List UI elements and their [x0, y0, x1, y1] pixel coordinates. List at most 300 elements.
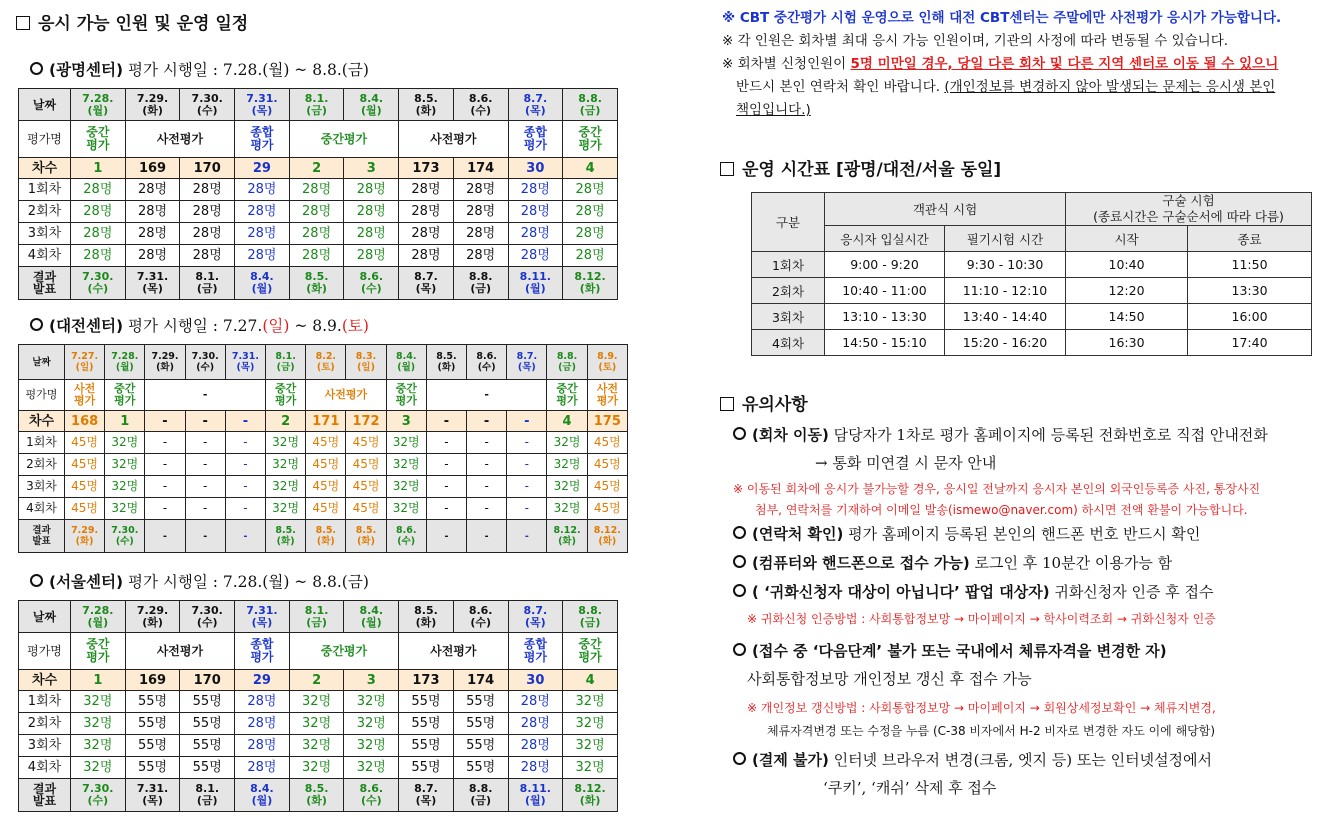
round-cell: 4 — [563, 670, 618, 691]
date-cell: 7.30. (수) — [180, 89, 235, 121]
session-row — [19, 245, 618, 267]
result-cell: 8.8. (금) — [453, 267, 508, 300]
date-cell: 8.5. (화) — [399, 601, 454, 633]
date-cell: 7.31. (목) — [225, 345, 265, 380]
capacity-cell: 28명 — [235, 757, 290, 779]
capacity-cell: 45명 — [587, 476, 627, 498]
date-cell: 7.28. (월) — [105, 345, 145, 380]
center-period: 평가 시행일 : 7.27. — [128, 317, 263, 335]
round-cell: - — [185, 411, 225, 432]
capacity-cell: 32명 — [344, 757, 399, 779]
result-cell: 8.11. (월) — [508, 779, 563, 812]
date-cell: 8.7. (목) — [508, 601, 563, 633]
type-cell: 중간 평가 — [266, 380, 306, 411]
date-cell: 7.31. (목) — [235, 601, 290, 633]
round-cell: 1 — [71, 158, 126, 179]
result-cell: 8.7. (목) — [399, 267, 454, 300]
note-cbt: ※ CBT 중간평가 시험 운영으로 인해 대전 CBT센터는 주말에만 사전평가 응시가 가능합니다. — [722, 10, 1282, 26]
circle-bullet-icon — [30, 62, 43, 75]
round-cell: - — [225, 411, 265, 432]
session-label: 2회차 — [19, 201, 71, 223]
cautions-title-text: 유의사항 — [742, 395, 808, 415]
round-cell: 173 — [399, 158, 454, 179]
capacity-cell: 32명 — [71, 713, 126, 735]
result-cell: 8.5. (화) — [346, 520, 386, 553]
type-cell: 종합 평가 — [508, 121, 563, 158]
capacity-cell: 45명 — [306, 454, 346, 476]
result-cell: 8.12. (화) — [547, 520, 587, 553]
capacity-cell: 28명 — [125, 179, 180, 201]
result-cell: - — [467, 520, 507, 553]
session-row — [19, 201, 618, 223]
period-end: ~ 8.9. — [289, 317, 342, 335]
section-title-text: 응시 가능 인원 및 운영 일정 — [38, 14, 249, 34]
round-cell: 3 — [386, 411, 426, 432]
cell: 12:20 — [1066, 278, 1188, 304]
capacity-cell: 28명 — [235, 713, 290, 735]
circle-bullet-icon — [733, 643, 746, 656]
round-cell: - — [467, 411, 507, 432]
cell: 16:00 — [1188, 304, 1312, 330]
type-cell: 사전평가 — [125, 121, 234, 158]
capacity-cell: 45명 — [306, 432, 346, 454]
result-cell: 8.5. (화) — [289, 267, 344, 300]
capacity-cell: 28명 — [508, 223, 563, 245]
circle-bullet-icon — [733, 584, 746, 597]
note-move-warning: 5명 미만일 경우, 당일 다른 회차 및 다른 지역 센터로 이동 될 수 있으니 — [850, 56, 1279, 72]
capacity-cell: 32명 — [386, 432, 426, 454]
type-cell: 사전 평가 — [587, 380, 627, 411]
capacity-cell: 32명 — [105, 498, 145, 520]
capacity-cell: 55명 — [125, 735, 180, 757]
type-cell: 중간 평가 — [547, 380, 587, 411]
capacity-cell: 28명 — [508, 735, 563, 757]
capacity-cell: 45명 — [346, 476, 386, 498]
th-written: 필기시험 시간 — [945, 226, 1066, 252]
capacity-cell: 28명 — [235, 201, 290, 223]
capacity-cell: 28명 — [563, 201, 618, 223]
daejeon-heading — [30, 314, 369, 336]
date-cell: 7.28. (월) — [71, 89, 126, 121]
date-cell: 8.3. (일) — [346, 345, 386, 380]
capacity-cell: 28명 — [71, 223, 126, 245]
capacity-cell: - — [426, 498, 466, 520]
capacity-cell: 32명 — [386, 498, 426, 520]
capacity-cell: 32명 — [386, 454, 426, 476]
result-cell: 8.1. (금) — [180, 779, 235, 812]
caution-nextstep-title: (접수 중 ‘다음단계’ 불가 또는 국내에서 체류자격을 변경한 자) — [752, 642, 1167, 660]
result-cell: 8.1. (금) — [180, 267, 235, 300]
round-row — [19, 670, 618, 691]
round-cell: 4 — [547, 411, 587, 432]
capacity-cell: 55명 — [125, 713, 180, 735]
timetable-title — [720, 155, 1001, 180]
round-cell: 172 — [346, 411, 386, 432]
session-label: 2회차 — [19, 713, 71, 735]
result-cell: 8.6. (수) — [344, 267, 399, 300]
capacity-cell: 32명 — [71, 757, 126, 779]
circle-bullet-icon — [733, 427, 746, 440]
caution-move-text: 담당자가 1차로 평가 홈페이지에 등록된 전화번호로 직접 안내전화 — [828, 426, 1268, 444]
date-cell: 7.31. (목) — [235, 89, 290, 121]
capacity-cell: 28명 — [289, 201, 344, 223]
type-cell: 중간 평가 — [386, 380, 426, 411]
date-cell: 8.4. (월) — [344, 89, 399, 121]
session-label: 4회차 — [19, 757, 71, 779]
gwangmyeong-table — [18, 88, 618, 300]
result-cell: 8.12. (화) — [563, 779, 618, 812]
capacity-cell: 28명 — [71, 245, 126, 267]
result-cell: 7.30. (수) — [71, 779, 126, 812]
timetable-row — [752, 304, 1312, 330]
round-cell: 3 — [344, 158, 399, 179]
session-row — [19, 432, 628, 454]
round-cell: 2 — [289, 670, 344, 691]
note-move-c: 반드시 본인 연락처 확인 바랍니다. — [736, 79, 945, 95]
capacity-cell: 28명 — [399, 245, 454, 267]
round-cell: 168 — [65, 411, 105, 432]
session-label: 3회차 — [19, 476, 65, 498]
round-cell: 170 — [180, 670, 235, 691]
capacity-cell: 32명 — [266, 498, 306, 520]
capacity-cell: 32명 — [71, 735, 126, 757]
capacity-cell: 28명 — [235, 735, 290, 757]
round-cell: 3 — [344, 670, 399, 691]
capacity-cell: 28명 — [125, 245, 180, 267]
result-cell: - — [426, 520, 466, 553]
result-cell: 7.30. (수) — [105, 520, 145, 553]
center-name: (대전센터) — [49, 317, 124, 335]
capacity-cell: - — [507, 476, 547, 498]
capacity-cell: - — [467, 454, 507, 476]
type-row — [19, 121, 618, 158]
caution-payment-title: (결제 불가) — [752, 751, 829, 769]
capacity-cell: 32명 — [563, 735, 618, 757]
capacity-cell: 55명 — [125, 757, 180, 779]
date-cell: 7.27. (일) — [65, 345, 105, 380]
round-cell: 173 — [399, 670, 454, 691]
timetable-title-text: 운영 시간표 [광명/대전/서울 동일] — [742, 160, 1002, 180]
capacity-cell: 32명 — [105, 476, 145, 498]
capacity-cell: 55명 — [399, 713, 454, 735]
capacity-cell: 55명 — [180, 713, 235, 735]
capacity-cell: 28명 — [71, 179, 126, 201]
cell: 4회차 — [752, 330, 825, 356]
cell: 17:40 — [1188, 330, 1312, 356]
circle-bullet-icon — [30, 574, 43, 587]
capacity-cell: 28명 — [180, 245, 235, 267]
notes — [722, 7, 1322, 122]
capacity-cell: 45명 — [346, 454, 386, 476]
result-cell: - — [225, 520, 265, 553]
note-move-d: (개인정보를 변경하지 않아 발생되는 문제는 응시생 본인 — [944, 79, 1276, 95]
capacity-cell: - — [507, 454, 547, 476]
capacity-cell: - — [145, 476, 185, 498]
period-day-start: (일) — [262, 317, 290, 335]
circle-bullet-icon — [30, 318, 43, 331]
capacity-cell: 28명 — [508, 201, 563, 223]
result-cell: 8.8. (금) — [453, 779, 508, 812]
caution-contact-text: 평가 홈페이지 등록된 본인의 핸드폰 번호 반드시 확인 — [843, 525, 1201, 543]
result-cell: 8.7. (목) — [399, 779, 454, 812]
capacity-cell: - — [467, 476, 507, 498]
capacity-cell: 28명 — [508, 179, 563, 201]
type-label: 평가명 — [19, 633, 71, 670]
capacity-cell: 55명 — [453, 713, 508, 735]
capacity-cell: 32명 — [563, 691, 618, 713]
cell: 9:00 - 9:20 — [825, 252, 945, 278]
date-cell: 8.6. (수) — [467, 345, 507, 380]
square-bullet-icon — [720, 162, 734, 176]
type-cell: 사전평가 — [125, 633, 234, 670]
session-row — [19, 757, 618, 779]
round-cell: 2 — [266, 411, 306, 432]
type-cell: 중간평가 — [289, 633, 398, 670]
session-label: 3회차 — [19, 735, 71, 757]
date-cell: 8.2. (토) — [306, 345, 346, 380]
type-cell: 중간 평가 — [563, 121, 618, 158]
capacity-cell: 55명 — [399, 691, 454, 713]
th-oral-note: (종료시간은 구술순서에 따라 다름) — [1093, 209, 1284, 224]
capacity-cell: 28명 — [235, 691, 290, 713]
type-row — [19, 633, 618, 670]
capacity-cell: - — [507, 498, 547, 520]
date-label: 날짜 — [19, 601, 71, 633]
round-cell: 174 — [453, 670, 508, 691]
type-cell: 중간 평가 — [105, 380, 145, 411]
th-oral — [1066, 193, 1312, 226]
capacity-cell: 45명 — [346, 498, 386, 520]
round-cell: 30 — [508, 158, 563, 179]
round-cell: 170 — [180, 158, 235, 179]
type-cell: 중간 평가 — [71, 121, 126, 158]
caution-refund-1: ※ 이동된 회차에 응시가 불가능할 경우, 응시일 전날까지 응시자 본인의 외국인등록증 사진, 통장사진 — [733, 482, 1261, 496]
session-row — [19, 498, 628, 520]
daejeon-table — [18, 344, 628, 553]
session-row — [19, 223, 618, 245]
session-row — [19, 476, 628, 498]
date-cell: 7.30. (수) — [185, 345, 225, 380]
type-cell: 중간 평가 — [563, 633, 618, 670]
capacity-cell: - — [467, 432, 507, 454]
session-label: 1회차 — [19, 179, 71, 201]
caution-refund-2: 첨부, 연락처를 기재하여 이메일 발송(ismewo@naver.com) 하시면 전액 환불이 가능합니다. — [755, 503, 1248, 517]
cell: 13:40 - 14:40 — [945, 304, 1066, 330]
round-cell: 29 — [235, 670, 290, 691]
period-day-end: (토) — [341, 317, 369, 335]
date-cell: 8.1. (금) — [289, 601, 344, 633]
date-cell: 8.1. (금) — [289, 89, 344, 121]
result-cell: - — [507, 520, 547, 553]
capacity-cell: 28명 — [344, 223, 399, 245]
capacity-cell: 32명 — [344, 713, 399, 735]
round-cell: 171 — [306, 411, 346, 432]
capacity-cell: 32명 — [563, 713, 618, 735]
capacity-cell: 45명 — [587, 454, 627, 476]
date-cell: 8.4. (월) — [344, 601, 399, 633]
capacity-cell: 45명 — [306, 498, 346, 520]
capacity-cell: 28명 — [125, 201, 180, 223]
capacity-cell: 45명 — [65, 498, 105, 520]
capacity-cell: - — [185, 498, 225, 520]
capacity-cell: 28명 — [71, 201, 126, 223]
type-label: 평가명 — [19, 121, 71, 158]
capacity-cell: 28명 — [180, 201, 235, 223]
capacity-cell: 28명 — [563, 179, 618, 201]
caution-update-2: 체류자격변경 또는 수정을 누름 (C-38 비자에서 H-2 비자로 변경한 자도 이에 해당함) — [767, 724, 1216, 738]
capacity-cell: 28명 — [399, 201, 454, 223]
date-cell: 7.28. (월) — [71, 601, 126, 633]
capacity-cell: 45명 — [587, 432, 627, 454]
date-cell: 8.4. (월) — [386, 345, 426, 380]
result-cell: - — [185, 520, 225, 553]
capacity-cell: - — [426, 432, 466, 454]
round-cell: 29 — [235, 158, 290, 179]
session-row — [19, 454, 628, 476]
date-row — [19, 89, 618, 121]
capacity-cell: 32명 — [105, 454, 145, 476]
capacity-cell: 28명 — [180, 179, 235, 201]
type-cell: 사전평가 — [399, 633, 508, 670]
date-cell: 8.6. (수) — [453, 89, 508, 121]
capacity-cell: 45명 — [346, 432, 386, 454]
date-cell: 8.7. (목) — [507, 345, 547, 380]
cell: 3회차 — [752, 304, 825, 330]
capacity-cell: 45명 — [65, 476, 105, 498]
capacity-cell: - — [426, 476, 466, 498]
round-cell: 30 — [508, 670, 563, 691]
capacity-cell: 45명 — [306, 476, 346, 498]
cell: 13:10 - 13:30 — [825, 304, 945, 330]
capacity-cell: 32명 — [266, 432, 306, 454]
cell: 14:50 — [1066, 304, 1188, 330]
date-cell: 8.8. (금) — [563, 601, 618, 633]
capacity-cell: 55명 — [125, 691, 180, 713]
cell: 2회차 — [752, 278, 825, 304]
session-label: 4회차 — [19, 245, 71, 267]
caution-update-1: ※ 개인정보 갱신방법 : 사회통합정보망 → 마이페이지 → 회원상세정보확인 → 체류지변경, — [747, 701, 1216, 715]
round-cell: 169 — [125, 670, 180, 691]
capacity-cell: 28명 — [235, 245, 290, 267]
date-cell: 8.5. (화) — [426, 345, 466, 380]
capacity-cell: 32명 — [289, 691, 344, 713]
cell: 13:30 — [1188, 278, 1312, 304]
caution-device-text: 로그인 후 10분간 이용가능 함 — [969, 554, 1173, 572]
capacity-cell: - — [145, 432, 185, 454]
date-cell: 8.5. (화) — [399, 89, 454, 121]
section-title — [16, 9, 248, 34]
capacity-cell: 28명 — [508, 691, 563, 713]
capacity-cell: - — [185, 432, 225, 454]
capacity-cell: 28명 — [399, 223, 454, 245]
result-cell: 7.29. (화) — [65, 520, 105, 553]
capacity-cell: 28명 — [344, 201, 399, 223]
capacity-cell: 28명 — [453, 179, 508, 201]
date-row — [19, 345, 628, 380]
session-row — [19, 735, 618, 757]
session-label: 2회차 — [19, 454, 65, 476]
result-cell: 8.5. (화) — [306, 520, 346, 553]
capacity-cell: 32명 — [386, 476, 426, 498]
timetable-table — [751, 192, 1312, 356]
capacity-cell: 28명 — [289, 223, 344, 245]
capacity-cell: 32명 — [547, 454, 587, 476]
caution-contact-title: (연락처 확인) — [752, 525, 844, 543]
capacity-cell: 28명 — [453, 245, 508, 267]
result-cell: 7.31. (목) — [125, 779, 180, 812]
capacity-cell: 28명 — [453, 223, 508, 245]
capacity-cell: - — [225, 454, 265, 476]
type-row — [19, 380, 628, 411]
result-cell: 8.12. (화) — [587, 520, 627, 553]
center-period: 평가 시행일 : 7.28.(월) ~ 8.8.(금) — [128, 61, 369, 79]
date-cell: 7.30. (수) — [180, 601, 235, 633]
square-bullet-icon — [720, 397, 734, 411]
session-label: 4회차 — [19, 498, 65, 520]
capacity-cell: 32명 — [344, 735, 399, 757]
capacity-cell: - — [185, 476, 225, 498]
type-cell: 중간평가 — [289, 121, 398, 158]
th-end: 종료 — [1188, 226, 1312, 252]
capacity-cell: 28명 — [289, 245, 344, 267]
circle-bullet-icon — [733, 752, 746, 765]
result-cell: 7.31. (목) — [125, 267, 180, 300]
result-cell: 8.4. (월) — [235, 267, 290, 300]
round-cell: - — [145, 411, 185, 432]
type-cell: 종합 평가 — [235, 121, 290, 158]
capacity-cell: 55명 — [180, 757, 235, 779]
capacity-cell: 32명 — [105, 432, 145, 454]
cell: 9:30 - 10:30 — [945, 252, 1066, 278]
capacity-cell: - — [145, 498, 185, 520]
th-objective: 객관식 시험 — [825, 193, 1066, 226]
date-row — [19, 601, 618, 633]
square-bullet-icon — [16, 16, 30, 30]
cell: 10:40 — [1066, 252, 1188, 278]
capacity-cell: 28명 — [289, 179, 344, 201]
result-row — [19, 267, 618, 300]
result-cell: 7.30. (수) — [71, 267, 126, 300]
result-row — [19, 779, 618, 812]
capacity-cell: 32명 — [547, 476, 587, 498]
date-label: 날짜 — [19, 89, 71, 121]
round-cell: - — [426, 411, 466, 432]
capacity-cell: 28명 — [563, 245, 618, 267]
capacity-cell: 32명 — [563, 757, 618, 779]
timetable-row — [752, 252, 1312, 278]
round-cell: 1 — [105, 411, 145, 432]
capacity-cell: 28명 — [125, 223, 180, 245]
caution-device-title: (컴퓨터와 핸드폰으로 접수 가능) — [752, 554, 970, 572]
round-label: 차수 — [19, 411, 65, 432]
session-row — [19, 179, 618, 201]
caution-popup-text: 귀화신청자 인증 후 접수 — [1049, 583, 1214, 601]
capacity-cell: 55명 — [453, 691, 508, 713]
th-division: 구분 — [752, 193, 825, 252]
center-period: 평가 시행일 : 7.28.(월) ~ 8.8.(금) — [128, 573, 369, 591]
type-cell: 중간 평가 — [71, 633, 126, 670]
round-cell: - — [507, 411, 547, 432]
capacity-cell: - — [225, 476, 265, 498]
capacity-cell: 45명 — [587, 498, 627, 520]
circle-bullet-icon — [733, 526, 746, 539]
capacity-cell: 28명 — [508, 245, 563, 267]
type-cell: 사전평가 — [399, 121, 508, 158]
cautions-list — [733, 424, 1328, 798]
result-label: 결과 발표 — [19, 779, 71, 812]
capacity-cell: 32명 — [289, 735, 344, 757]
capacity-cell: 32명 — [547, 498, 587, 520]
